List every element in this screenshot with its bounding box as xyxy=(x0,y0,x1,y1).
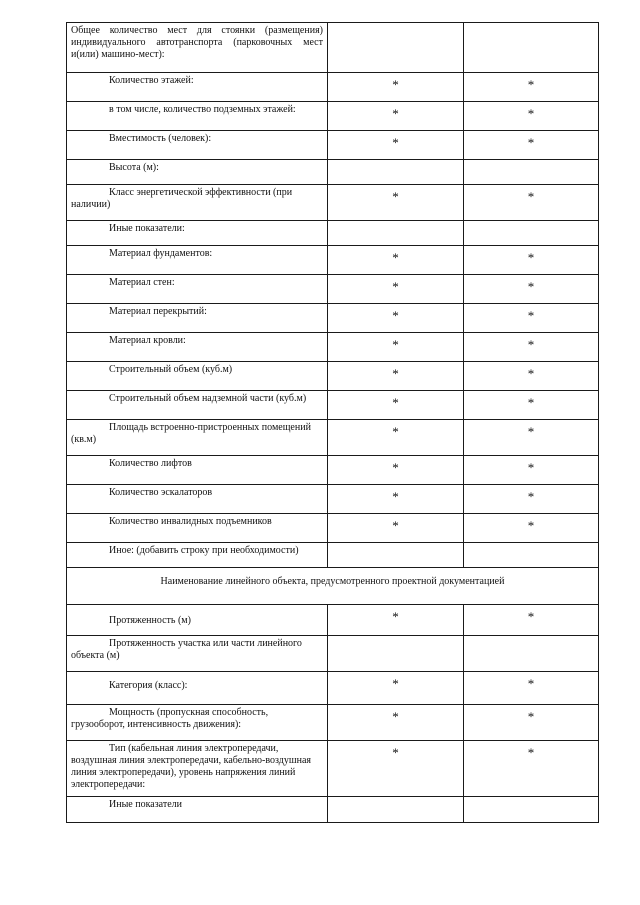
value-cell-design: * xyxy=(328,275,464,304)
value-cell-design: * xyxy=(328,485,464,514)
value-cell-actual: * xyxy=(464,672,599,705)
value-cell-actual: * xyxy=(464,102,599,131)
row-label: Категория (класс): xyxy=(109,680,188,691)
table-row xyxy=(67,304,599,333)
value-cell-actual: * xyxy=(464,391,599,420)
row-label: Иные показатели: xyxy=(109,223,185,234)
table-body xyxy=(67,23,599,823)
value-cell-design xyxy=(328,160,464,185)
row-label-cell xyxy=(67,741,328,797)
row-label-cell xyxy=(67,543,328,568)
value-cell-design: * xyxy=(328,131,464,160)
value-cell-design xyxy=(328,636,464,672)
table-row xyxy=(67,246,599,275)
row-label: Иное: (добавить строку при необходимости) xyxy=(109,545,299,556)
value-cell-actual: * xyxy=(464,485,599,514)
value-cell-design: * xyxy=(328,304,464,333)
value-cell-design: * xyxy=(328,73,464,102)
table-row xyxy=(67,391,599,420)
row-label-cell xyxy=(67,23,328,73)
row-label: Строительный объем (куб.м) xyxy=(109,364,233,375)
row-label: Высота (м): xyxy=(109,162,159,173)
table-row xyxy=(67,741,599,797)
value-cell-design: * xyxy=(328,605,464,636)
value-cell-actual: * xyxy=(464,362,599,391)
value-cell-actual: * xyxy=(464,705,599,741)
row-label: Количество лифтов xyxy=(109,458,192,469)
row-label-cell xyxy=(67,605,328,636)
row-label: Мощность (пропускная способность, грузооборот, интенсивность движения): xyxy=(71,707,269,730)
row-label-cell xyxy=(67,102,328,131)
value-cell-design xyxy=(328,221,464,246)
table-row xyxy=(67,485,599,514)
section-header-row xyxy=(67,568,599,605)
value-cell-actual xyxy=(464,23,599,73)
table-row xyxy=(67,160,599,185)
row-label: Материал перекрытий: xyxy=(109,306,207,317)
value-cell-design: * xyxy=(328,333,464,362)
row-label: Количество этажей: xyxy=(109,75,194,86)
table-row xyxy=(67,672,599,705)
value-cell-design: * xyxy=(328,246,464,275)
value-cell-actual: * xyxy=(464,185,599,221)
row-label-cell xyxy=(67,514,328,543)
table-row xyxy=(67,420,599,456)
value-cell-design: * xyxy=(328,456,464,485)
row-label: Площадь встроенно-пристроенных помещений (кв.м) xyxy=(71,422,311,445)
row-label-cell xyxy=(67,275,328,304)
section-title: Наименование линейного объекта, предусмотренного проектной документацией xyxy=(67,568,599,605)
value-cell-actual: * xyxy=(464,741,599,797)
value-cell-design: * xyxy=(328,102,464,131)
table-row xyxy=(67,131,599,160)
value-cell-actual: * xyxy=(464,275,599,304)
row-label: Вместимость (человек): xyxy=(109,133,212,144)
row-label-cell xyxy=(67,391,328,420)
row-label-cell xyxy=(67,333,328,362)
row-label-cell xyxy=(67,160,328,185)
row-label: в том числе, количество подземных этажей: xyxy=(109,104,296,115)
table-row xyxy=(67,514,599,543)
table-row xyxy=(67,605,599,636)
row-label: Материал фундаментов: xyxy=(109,248,213,259)
table-row xyxy=(67,102,599,131)
row-label: Общее количество мест для стоянки (размещения) индивидуального автотранспорта (парковочных мест и(или) машино-мест): xyxy=(71,25,323,60)
value-cell-actual: * xyxy=(464,456,599,485)
row-label-cell xyxy=(67,304,328,333)
row-label: Строительный объем надземной части (куб.м) xyxy=(109,393,307,404)
table-row xyxy=(67,636,599,672)
indicators-table xyxy=(66,22,599,823)
table-row xyxy=(67,275,599,304)
value-cell-design: * xyxy=(328,185,464,221)
value-cell-actual: * xyxy=(464,73,599,102)
value-cell-actual xyxy=(464,543,599,568)
row-label-cell xyxy=(67,73,328,102)
value-cell-actual: * xyxy=(464,514,599,543)
row-label-cell xyxy=(67,362,328,391)
table-row xyxy=(67,333,599,362)
value-cell-actual: * xyxy=(464,131,599,160)
value-cell-design: * xyxy=(328,741,464,797)
document-sheet xyxy=(66,22,598,823)
value-cell-design: * xyxy=(328,391,464,420)
row-label-cell xyxy=(67,636,328,672)
row-label-cell xyxy=(67,221,328,246)
value-cell-actual: * xyxy=(464,420,599,456)
value-cell-actual: * xyxy=(464,333,599,362)
table-row xyxy=(67,543,599,568)
row-label: Протяженность (м) xyxy=(109,615,191,626)
value-cell-design: * xyxy=(328,420,464,456)
table-row xyxy=(67,456,599,485)
row-label-cell xyxy=(67,246,328,275)
table-row xyxy=(67,73,599,102)
value-cell-actual xyxy=(464,221,599,246)
row-label-cell xyxy=(67,185,328,221)
table-row xyxy=(67,362,599,391)
value-cell-design: * xyxy=(328,514,464,543)
row-label-cell xyxy=(67,705,328,741)
value-cell-actual: * xyxy=(464,605,599,636)
row-label-cell xyxy=(67,420,328,456)
value-cell-actual: * xyxy=(464,304,599,333)
value-cell-actual: * xyxy=(464,246,599,275)
table-row xyxy=(67,185,599,221)
row-label-cell xyxy=(67,131,328,160)
value-cell-design: * xyxy=(328,672,464,705)
value-cell-design xyxy=(328,543,464,568)
value-cell-design: * xyxy=(328,362,464,391)
table-row xyxy=(67,23,599,73)
row-label: Материал стен: xyxy=(109,277,175,288)
value-cell-design xyxy=(328,23,464,73)
row-label: Тип (кабельная линия электропередачи, воздушная линия электропередачи, кабельно-воздушная линия электропередачи), уровень напряжения линий электропередачи: xyxy=(71,743,311,790)
value-cell-actual xyxy=(464,160,599,185)
row-label-cell xyxy=(67,672,328,705)
value-cell-design: * xyxy=(328,705,464,741)
row-label: Иные показатели xyxy=(109,799,183,810)
row-label: Материал кровли: xyxy=(109,335,186,346)
row-label-cell xyxy=(67,456,328,485)
value-cell-actual xyxy=(464,636,599,672)
row-label: Протяженность участка или части линейного объекта (м) xyxy=(71,638,302,661)
row-label: Класс энергетической эффективности (при наличии) xyxy=(71,187,293,210)
row-label: Количество инвалидных подъемников xyxy=(109,516,272,527)
value-cell-design xyxy=(328,797,464,823)
table-row xyxy=(67,221,599,246)
table-row xyxy=(67,705,599,741)
row-label: Количество эскалаторов xyxy=(109,487,213,498)
row-label-cell xyxy=(67,797,328,823)
row-label-cell xyxy=(67,485,328,514)
table-row xyxy=(67,797,599,823)
value-cell-actual xyxy=(464,797,599,823)
